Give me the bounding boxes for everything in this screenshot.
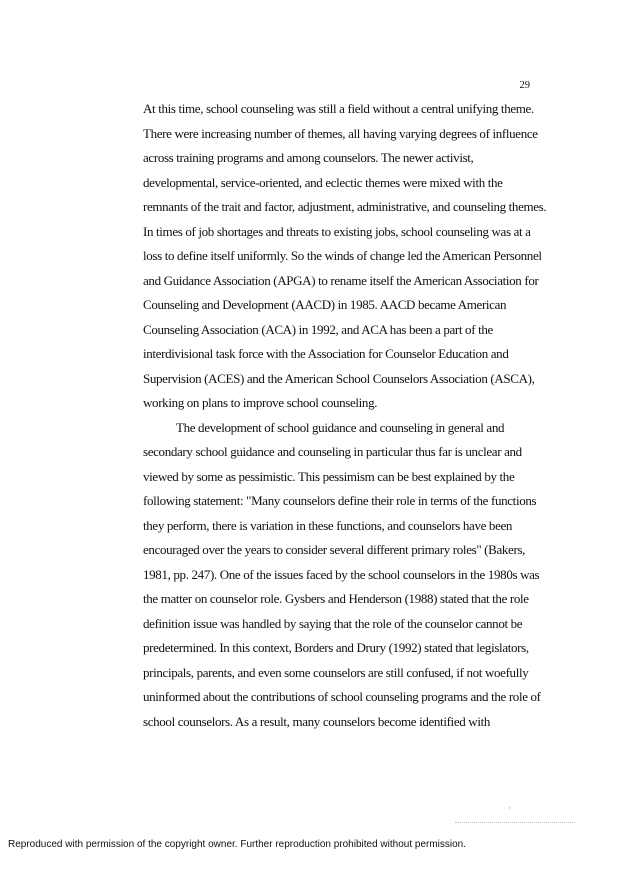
- text-line: viewed by some as pessimistic. This pessimism can be best explained by the: [143, 468, 515, 484]
- text-line: 1981, pp. 247). One of the issues faced by the school counselors in the 1980s was: [143, 566, 540, 582]
- text-line: interdivisional task force with the Association for Counselor Education and: [143, 346, 509, 361]
- text-line: developmental, service-oriented, and eclectic themes were mixed with the: [143, 174, 503, 190]
- paragraph-start-line: The development of school guidance and counseling in general and: [176, 419, 505, 435]
- scan-speck: ·: [508, 803, 511, 813]
- text-line: encouraged over the years to consider several different primary roles" (Bakers,: [143, 542, 526, 557]
- copyright-notice: Reproduced with permission of the copyright owner. Further reproduction prohibited without permission.: [8, 839, 467, 850]
- text-line: principals, parents, and even some counselors are still confused, if not woefully: [143, 664, 529, 680]
- text-line: There were increasing number of themes, all having varying degrees of influence: [143, 125, 538, 141]
- text-line: working on plans to improve school counseling.: [143, 395, 378, 410]
- body-text: [143, 97, 548, 734]
- text-line: Supervision (ACES) and the American School Counselors Association (ASCA),: [143, 370, 535, 386]
- text-line: and Guidance Association (APGA) to rename itself the American Association for: [143, 272, 539, 288]
- text-line: across training programs and among counselors. The newer activist,: [143, 150, 474, 165]
- text-line: the matter on counselor role. Gysbers and Henderson (1988) stated that the role: [143, 591, 529, 606]
- text-line: At this time, school counseling was still a field without a central unifying theme.: [143, 101, 534, 116]
- text-line: secondary school guidance and counseling in particular thus far is unclear and: [143, 444, 522, 459]
- text-line: In times of job shortages and threats to existing jobs, school counseling was at a: [143, 223, 531, 239]
- text-line: school counselors. As a result, many counselors become identified with: [143, 713, 491, 729]
- scan-noise-divider: [455, 822, 575, 824]
- text-line: remnants of the trait and factor, adjustment, administrative, and counseling themes.: [143, 199, 547, 214]
- text-line: Counseling Association (ACA) in 1992, and ACA has been a part of the: [143, 321, 493, 337]
- page-number: 29: [519, 80, 530, 91]
- text-line: they perform, there is variation in these functions, and counselors have been: [143, 517, 513, 533]
- text-line: following statement: "Many counselors define their role in terms of the functions: [143, 493, 537, 508]
- text-line: definition issue was handled by saying that the role of the counselor cannot be: [143, 615, 523, 631]
- text-line: loss to define itself uniformly. So the winds of change led the American Personnel: [143, 248, 542, 263]
- text-line: uninformed about the contributions of school counseling programs and the role of: [143, 689, 541, 704]
- text-line: Counseling and Development (AACD) in 1985. AACD became American: [143, 297, 507, 312]
- text-line: predetermined. In this context, Borders and Drury (1992) stated that legislators,: [143, 640, 529, 655]
